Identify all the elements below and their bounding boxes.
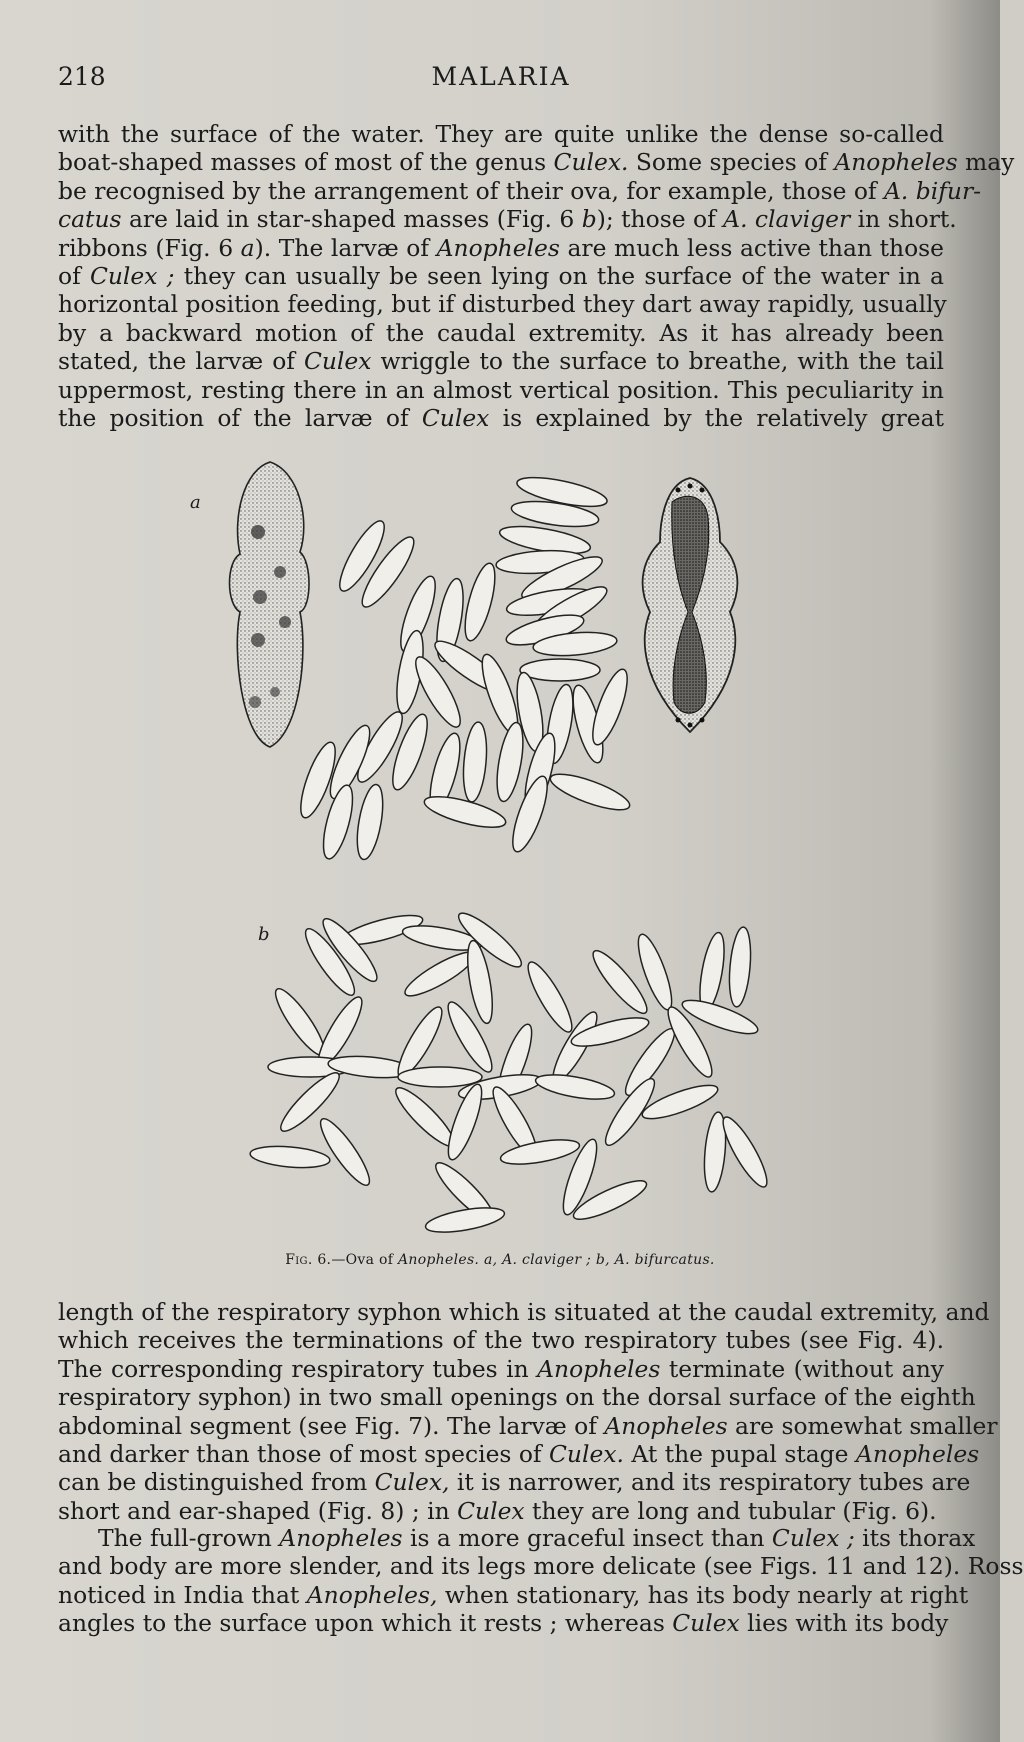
text-line: by a backward motion of the caudal extremity. As it has already been	[58, 318, 944, 347]
running-title: MALARIA	[431, 62, 571, 91]
paragraph-bottom	[58, 1524, 1024, 1638]
running-head	[58, 62, 944, 98]
text-line: of Culex ; they can usually be seen lying on the surface of the water in a	[58, 262, 945, 291]
text-line: horizontal position feeding, but if disturbed they dart away rapidly, usually	[58, 290, 947, 319]
text-line: and darker than those of most species of Culex. At the pupal stage Anopheles	[58, 1440, 980, 1469]
paragraph-top	[58, 120, 1015, 433]
egg-ribbon-claviger	[294, 472, 634, 862]
ova-drawing	[200, 462, 840, 1242]
text-line: be recognised by the arrangement of their ova, for example, those of A. bifur-	[58, 176, 982, 205]
text-line: respiratory syphon) in two small openings on the dorsal surface of the eighth	[58, 1383, 976, 1412]
text-line: ribbons (Fig. 6 a). The larvæ of Anopheles are much less active than those	[58, 233, 944, 262]
caption-figure-number: Fig. 6.	[285, 1252, 332, 1268]
text-line: the position of the larvæ of Culex is explained by the relatively great	[58, 404, 944, 433]
text-line: uppermost, resting there in an almost vertical position. This peculiarity in	[58, 375, 944, 404]
text-line: stated, the larvæ of Culex wriggle to the surface to breathe, with the tail	[58, 347, 944, 376]
single-egg-left	[230, 462, 310, 747]
text-line: abdominal segment (see Fig. 7). The larvæ of Anopheles are somewhat smaller	[58, 1411, 998, 1440]
figure-caption	[0, 1252, 1000, 1268]
egg-stars-bifurcatus	[249, 907, 773, 1237]
text-line: which receives the terminations of the two respiratory tubes (see Fig. 4).	[58, 1326, 944, 1355]
page-number: 218	[58, 62, 106, 91]
single-egg-right	[643, 478, 738, 732]
caption-part-a: a, A. claviger ;	[479, 1252, 596, 1268]
caption-part-b: b, A. bifurcatus.	[595, 1252, 715, 1268]
text-line: The full-grown Anopheles is a more graceful insect than Culex ; its thorax	[98, 1524, 976, 1552]
text-line: length of the respiratory syphon which is situated at the caudal extremity, and	[58, 1298, 990, 1326]
caption-genus: Anopheles.	[397, 1252, 480, 1268]
text-line: noticed in India that Anopheles, when stationary, has its body nearly at right	[58, 1580, 969, 1609]
text-line: short and ear-shaped (Fig. 8) ; in Culex they are long and tubular (Fig. 6).	[58, 1496, 937, 1525]
text-line: catus are laid in star-shaped masses (Fig. 6 b); those of A. claviger in short.	[58, 205, 957, 234]
text-line: boat-shaped masses of most of the genus Culex. Some species of Anopheles may	[58, 148, 1015, 177]
figure-ova-illustration	[200, 462, 840, 1242]
paragraph-middle	[58, 1298, 998, 1525]
text-line: The corresponding respiratory tubes in Anopheles terminate (without any	[58, 1354, 944, 1383]
text-line: can be distinguished from Culex, it is narrower, and its respiratory tubes are	[58, 1468, 971, 1497]
figure-label-a: a	[190, 492, 201, 513]
text-line: and body are more slender, and its legs more delicate (see Figs. 11 and 12). Ross	[58, 1552, 1024, 1581]
text-line: with the surface of the water. They are quite unlike the dense so-called	[58, 120, 944, 148]
text-line: angles to the surface upon which it rests ; whereas Culex lies with its body	[58, 1609, 949, 1638]
figure-label-b: b	[258, 924, 270, 945]
caption-text: —Ova of	[331, 1252, 398, 1268]
